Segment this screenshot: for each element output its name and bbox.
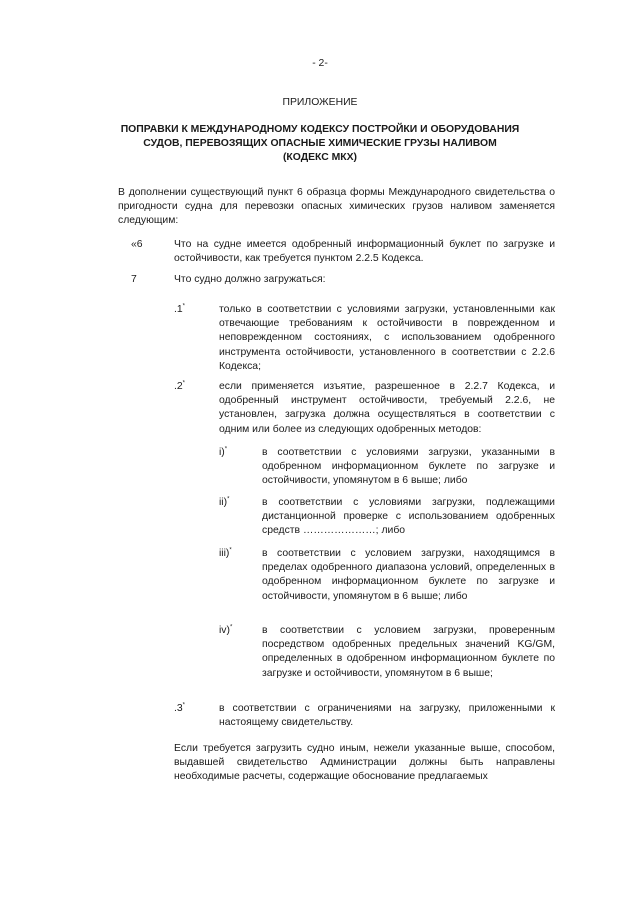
page-number: - 2- [312,58,328,69]
method-i-text: в соответствии с условиями загрузки, указанными в одобренном информационном буклете по загрузке и остойчивости, упомянутом в 6 выше; либо [262,447,555,487]
method-ii-number [219,496,229,510]
method-iv-text: в соответствии с условием загрузки, проверенным посредством одобренных предельных значений KG/GM, определенных в одобренном информационном буклете по загрузке и остойчивости, упомянутом в 6 выше; [262,625,555,679]
subitem-1-label: .1 [174,304,183,315]
method-i-label: i) [219,447,225,458]
item-6-text: Что на судне имеется одобренный информационный буклет по загрузке и остойчивости, как требуется пунктом 2.2.5 Кодекса. [174,239,555,265]
method-iv-number [219,624,232,638]
item-7-number: 7 [131,274,137,285]
method-i-number [219,446,227,460]
subitem-3-label: .3 [174,703,183,714]
heading-line-2: СУДОВ, ПЕРЕВОЗЯЩИХ ОПАСНЫЕ ХИМИЧЕСКИЕ ГРУЗЫ НАЛИВОМ [143,138,497,150]
heading-line-3: (КОДЕКС МКХ) [282,152,358,164]
footnote-mark: * [182,702,186,709]
subitem-3-text: в соответствии с ограничениями на загрузку, приложенными к настоящему свидетельству. [219,703,555,729]
footnote-mark: * [227,496,230,503]
method-iii-text: в соответствии с условием загрузки, находящимся в пределах одобренного диапазона условий, определенных в одобренном информационном буклете по загрузке и остойчивости, упомянутом в 6 выше; либо [262,548,555,602]
subitem-1-text: только в соответствии с условиями загрузки, установленными как отвечающие требованиям к остойчивости в поврежденном и неповрежденном состояниях, с использованием одобренного инструмента остойчивости, установленного в соответствии с 2.2.6 Кодекса; [219,304,555,372]
item-7-text: Что судно должно загружаться: [174,274,326,285]
method-iii-label: iii) [219,548,230,559]
method-iii-number [219,547,232,561]
intro-paragraph: В дополнении существующий пункт 6 образца формы Международного свидетельства о пригодности судна для перевозки опасных химических грузов наливом заменяется следующим: [118,187,555,227]
document-heading [60,123,580,166]
subitem-3-number [174,702,185,716]
footnote-mark: * [229,547,232,554]
method-ii-text: в соответствии с условиями загрузки, подлежащими дистанционной проверке с использованием одобренных средств …………………; либо [262,497,555,537]
heading-line-1: ПОПРАВКИ К МЕЖДУНАРОДНОМУ КОДЕКСУ ПОСТРОЙКИ И ОБОРУДОВАНИЯ [120,124,520,135]
subitem-1-number [174,303,185,317]
annex-title: ПРИЛОЖЕНИЕ [282,97,358,108]
footnote-mark: * [229,624,233,631]
item-6-number: «6 [131,239,143,250]
footnote-mark: * [224,446,228,453]
subitem-2-number [174,380,185,394]
subitem-2-label: .2 [174,381,183,392]
subitem-2-text: если применяется изъятие, разрешенное в 2.2.7 Кодекса, и одобренный инструмент остойчивости, требуемый 2.2.6, не установлен, загрузка должна осуществляться в соответствии с одним или более из следующих одобренных методов: [219,381,555,435]
method-ii-label: ii) [219,497,228,508]
closing-paragraph: Если требуется загрузить судно иным, нежели указанные выше, способом, выдавшей свидетельство Администрации должны быть направлены необходимые расчеты, содержащие обоснование предлагаемых [174,743,555,783]
footnote-mark: * [182,380,186,387]
footnote-mark: * [182,303,186,310]
method-iv-label: iv) [219,625,230,636]
